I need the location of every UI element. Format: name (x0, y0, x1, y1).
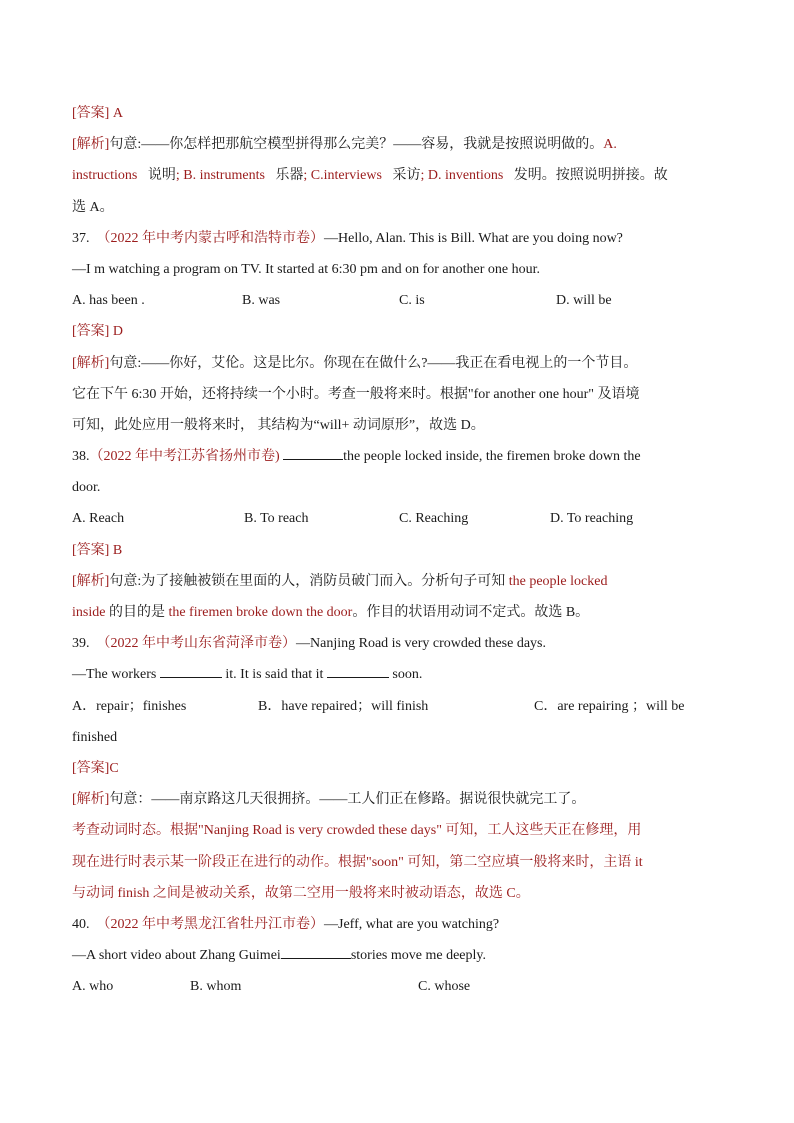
q37-options (72, 285, 722, 316)
q40-stem-line-2 (72, 940, 722, 971)
analysis-text: 句意：——南京路这几天很拥挤。——工人们正在修路。据说很快就完工了。 (109, 792, 586, 808)
question-stem: —Nanjing Road is very crowded these days. (296, 636, 546, 652)
question-stem: it. It is said that it (225, 667, 324, 683)
analysis-tag: [解析] (72, 355, 110, 371)
answer-blank (327, 663, 389, 678)
question-stem: the people locked inside, the firemen broke down the (343, 449, 641, 465)
question-stem: soon. (392, 667, 423, 683)
q38-stem-line-2: door. (72, 480, 101, 496)
q39-analysis-line-1 (72, 784, 722, 815)
analysis-text: ; C.interviews (303, 168, 382, 184)
option-a: A. has been . (72, 293, 145, 309)
question-number: 38. (72, 449, 90, 465)
q36-analysis-line-3: 选 A。 (72, 199, 114, 215)
question-number: 40. (72, 916, 90, 932)
question-stem: —The workers (72, 667, 157, 683)
question-source: （2022 年中考黑龙江省牡丹江市卷） (96, 916, 324, 932)
question-source: （2022 年中考江苏省扬州市卷) (89, 449, 280, 465)
analysis-text: the people locked (508, 573, 608, 589)
analysis-text: A. (603, 137, 617, 153)
analysis-text: 采访 (392, 168, 421, 184)
q37-stem-line-1 (72, 223, 722, 254)
q37-analysis-line-3: 可知，此处应用一般将来时， 其结构为“will+ 动词原形”，故选 D。 (72, 417, 485, 433)
analysis-text: 句意:——你好，艾伦。这是比尔。你现在在做什么?——我正在看电视上的一个节目。 (109, 355, 638, 371)
question-stem: stories move me deeply. (350, 948, 486, 964)
analysis-text: inside (72, 605, 106, 620)
option-b: B. was (242, 293, 281, 309)
q39-options-cont: finished (72, 729, 118, 745)
option-c: C. whose (418, 979, 471, 995)
question-stem: —Hello, Alan. This is Bill. What are you doing now? (324, 230, 623, 246)
question-source: （2022 年中考山东省菏泽市卷） (96, 636, 296, 652)
option-b: B. To reach (244, 511, 309, 527)
analysis-text: 句意:为了接触被锁在里面的人，消防员破门而入。分析句子可知 (109, 573, 506, 589)
option-b: B. whom (190, 979, 242, 995)
q38-analysis-line-2 (72, 597, 722, 628)
analysis-text: instructions (72, 168, 138, 184)
analysis-text: 的目的是 (108, 605, 165, 620)
q39-analysis-line-4: 与动词 finish 之间是被动关系，故第二空用一般将来时被动语态，故选 C。 (72, 885, 530, 901)
q38-analysis-line-1 (72, 566, 722, 597)
question-number: 39. (72, 636, 90, 652)
q38-answer: [答案] B (72, 542, 123, 558)
q37-analysis-line-1 (72, 348, 722, 379)
analysis-text: ; D. inventions (420, 168, 504, 184)
exam-page (72, 98, 722, 1002)
q37-analysis-line-2: 它在下午 6:30 开始，还将持续一个小时。考查一般将来时。根据"for another one hour" 及语境 (72, 386, 640, 402)
q36-answer: [答案] A (72, 106, 123, 121)
q36-analysis-line-2 (72, 160, 722, 191)
option-a: A．repair；finishes (72, 698, 187, 714)
answer-blank (160, 663, 222, 678)
q39-analysis-line-3: 现在进行时表示某一阶段正在进行的动作。根据"soon" 可知，第二空应填一般将来时，主语 it (72, 854, 643, 870)
q39-options (72, 691, 722, 722)
analysis-text: 说明 (147, 168, 176, 184)
option-c: C. is (399, 293, 425, 309)
answer-blank (281, 944, 351, 959)
option-a: A. who (72, 979, 114, 995)
question-stem: —Jeff, what are you watching? (324, 916, 500, 932)
analysis-text: 发明。按照说明拼接。故 (513, 168, 668, 184)
option-b: B．have repaired；will finish (258, 698, 429, 714)
analysis-text: 乐器 (275, 168, 304, 184)
analysis-text: 。作目的状语用动词不定式。故选 B。 (352, 605, 590, 620)
option-d: D. will be (556, 293, 612, 309)
q37-answer: [答案] D (72, 324, 123, 340)
answer-blank (283, 445, 343, 460)
q36-analysis-line-1 (72, 129, 722, 160)
q40-stem-line-1 (72, 909, 722, 940)
q39-answer: [答案]C (72, 760, 119, 776)
analysis-text: the firemen broke down the door (168, 605, 353, 620)
q40-options (72, 971, 722, 1002)
option-a: A. Reach (72, 511, 125, 527)
q39-analysis-line-2: 考查动词时态。根据"Nanjing Road is very crowded these days" 可知，工人这些天正在修理，用 (72, 823, 642, 839)
q39-stem-line-1 (72, 628, 722, 659)
question-stem: —A short video about Zhang Guimei (72, 948, 281, 964)
option-c: C. Reaching (399, 511, 469, 527)
analysis-tag: [解析] (72, 573, 110, 589)
analysis-tag: [解析] (72, 792, 110, 808)
q38-stem-line-1 (72, 441, 722, 472)
q37-stem-line-2: —I m watching a program on TV. It started at 6:30 pm and on for another one hour. (72, 261, 540, 277)
question-number: 37. (72, 230, 90, 246)
option-d: D. To reaching (550, 511, 634, 527)
analysis-text: ; B. instruments (175, 168, 265, 184)
q39-stem-line-2 (72, 659, 722, 690)
question-source: （2022 年中考内蒙古呼和浩特市卷） (96, 230, 324, 246)
q38-options (72, 503, 722, 534)
analysis-text: 句意:——你怎样把那航空模型拼得那么完美？——容易，我就是按照说明做的。 (109, 137, 604, 153)
analysis-tag: [解析] (72, 137, 110, 153)
option-c: C．are repairing ；will be (534, 698, 685, 714)
